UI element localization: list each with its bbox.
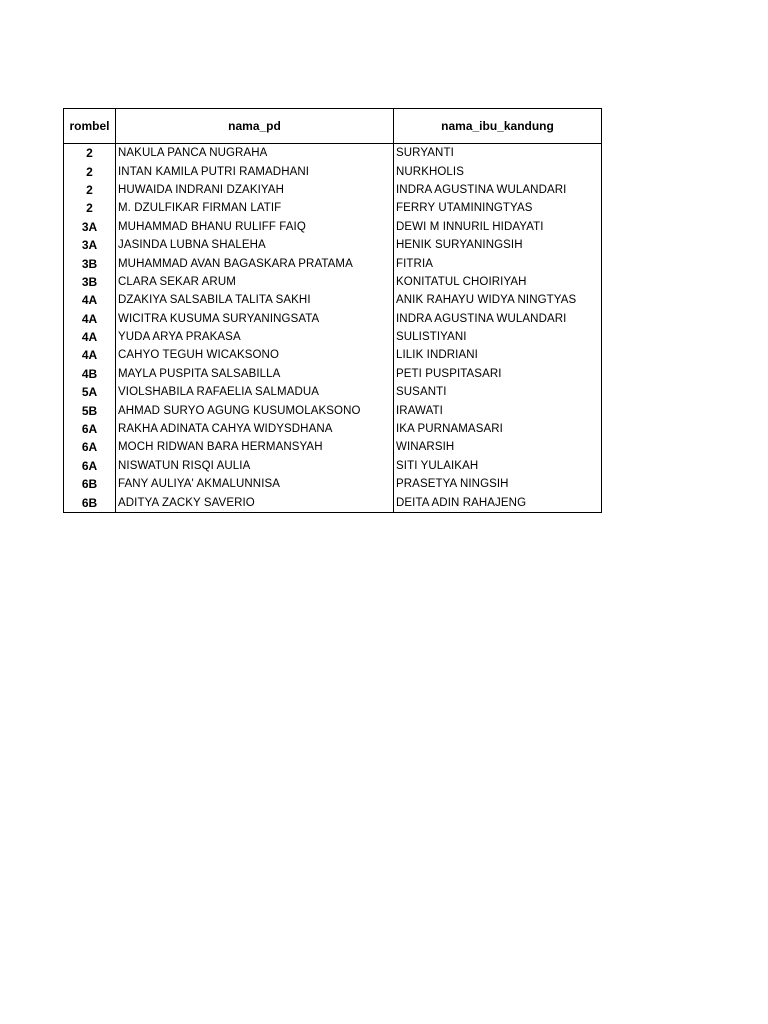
cell-nama-ibu-kandung: PETI PUSPITASARI [394,365,602,383]
cell-rombel: 2 [64,181,116,199]
table-row [64,273,602,291]
cell-nama-ibu-kandung: PRASETYA NINGSIH [394,475,602,493]
cell-nama-pd: DZAKIYA SALSABILA TALITA SAKHI [116,291,394,309]
table-row [64,144,602,163]
cell-nama-ibu-kandung: NURKHOLIS [394,162,602,180]
table-header-row [64,109,602,144]
cell-nama-pd: WICITRA KUSUMA SURYANINGSATA [116,310,394,328]
cell-rombel: 5B [64,401,116,419]
cell-nama-pd: MOCH RIDWAN BARA HERMANSYAH [116,438,394,456]
table-row [64,457,602,475]
table-row [64,328,602,346]
cell-rombel: 6B [64,493,116,512]
table-row [64,383,602,401]
cell-rombel: 6B [64,475,116,493]
column-header-rombel: rombel [64,109,116,144]
cell-nama-ibu-kandung: SULISTIYANI [394,328,602,346]
table-row [64,475,602,493]
cell-nama-ibu-kandung: INDRA AGUSTINA WULANDARI [394,181,602,199]
cell-nama-pd: M. DZULFIKAR FIRMAN LATIF [116,199,394,217]
cell-nama-pd: MUHAMMAD BHANU RULIFF FAIQ [116,218,394,236]
cell-rombel: 4A [64,328,116,346]
cell-rombel: 3B [64,254,116,272]
cell-nama-ibu-kandung: DEITA ADIN RAHAJENG [394,493,602,512]
cell-nama-ibu-kandung: KONITATUL CHOIRIYAH [394,273,602,291]
table-row [64,162,602,180]
table-row [64,291,602,309]
cell-rombel: 2 [64,199,116,217]
column-header-nama-ibu-kandung: nama_ibu_kandung [394,109,602,144]
table-row [64,346,602,364]
table-row [64,218,602,236]
cell-nama-ibu-kandung: HENIK SURYANINGSIH [394,236,602,254]
cell-nama-ibu-kandung: WINARSIH [394,438,602,456]
table-row [64,310,602,328]
student-table-container [63,108,602,513]
cell-rombel: 4A [64,291,116,309]
cell-nama-pd: FANY AULIYA' AKMALUNNISA [116,475,394,493]
cell-nama-pd: NAKULA PANCA NUGRAHA [116,144,394,163]
cell-nama-pd: INTAN KAMILA PUTRI RAMADHANI [116,162,394,180]
table-row [64,493,602,512]
table-row [64,254,602,272]
cell-rombel: 4B [64,365,116,383]
cell-nama-ibu-kandung: SURYANTI [394,144,602,163]
table-row [64,438,602,456]
table-body [64,144,602,513]
cell-nama-ibu-kandung: FERRY UTAMININGTYAS [394,199,602,217]
cell-nama-pd: AHMAD SURYO AGUNG KUSUMOLAKSONO [116,401,394,419]
cell-rombel: 4A [64,310,116,328]
table-row [64,401,602,419]
cell-nama-ibu-kandung: LILIK INDRIANI [394,346,602,364]
cell-rombel: 6A [64,420,116,438]
table-row [64,181,602,199]
cell-nama-pd: JASINDA LUBNA SHALEHA [116,236,394,254]
cell-nama-pd: MAYLA PUSPITA SALSABILLA [116,365,394,383]
cell-rombel: 6A [64,457,116,475]
cell-nama-ibu-kandung: SUSANTI [394,383,602,401]
cell-nama-ibu-kandung: DEWI M INNURIL HIDAYATI [394,218,602,236]
table-row [64,365,602,383]
cell-nama-pd: CLARA SEKAR ARUM [116,273,394,291]
cell-rombel: 2 [64,162,116,180]
column-header-nama-pd: nama_pd [116,109,394,144]
cell-rombel: 4A [64,346,116,364]
cell-nama-pd: YUDA ARYA PRAKASA [116,328,394,346]
cell-nama-pd: CAHYO TEGUH WICAKSONO [116,346,394,364]
cell-nama-ibu-kandung: INDRA AGUSTINA WULANDARI [394,310,602,328]
cell-nama-ibu-kandung: IRAWATI [394,401,602,419]
cell-nama-pd: RAKHA ADINATA CAHYA WIDYSDHANA [116,420,394,438]
table-row [64,199,602,217]
cell-rombel: 2 [64,144,116,163]
student-table [63,108,602,513]
cell-nama-pd: VIOLSHABILA RAFAELIA SALMADUA [116,383,394,401]
cell-nama-ibu-kandung: FITRIA [394,254,602,272]
cell-rombel: 3B [64,273,116,291]
cell-rombel: 5A [64,383,116,401]
cell-nama-pd: HUWAIDA INDRANI DZAKIYAH [116,181,394,199]
cell-rombel: 3A [64,218,116,236]
cell-nama-ibu-kandung: IKA PURNAMASARI [394,420,602,438]
cell-rombel: 3A [64,236,116,254]
cell-nama-ibu-kandung: ANIK RAHAYU WIDYA NINGTYAS [394,291,602,309]
cell-nama-pd: NISWATUN RISQI AULIA [116,457,394,475]
cell-nama-pd: MUHAMMAD AVAN BAGASKARA PRATAMA [116,254,394,272]
cell-rombel: 6A [64,438,116,456]
table-row [64,236,602,254]
cell-nama-pd: ADITYA ZACKY SAVERIO [116,493,394,512]
cell-nama-ibu-kandung: SITI YULAIKAH [394,457,602,475]
table-row [64,420,602,438]
